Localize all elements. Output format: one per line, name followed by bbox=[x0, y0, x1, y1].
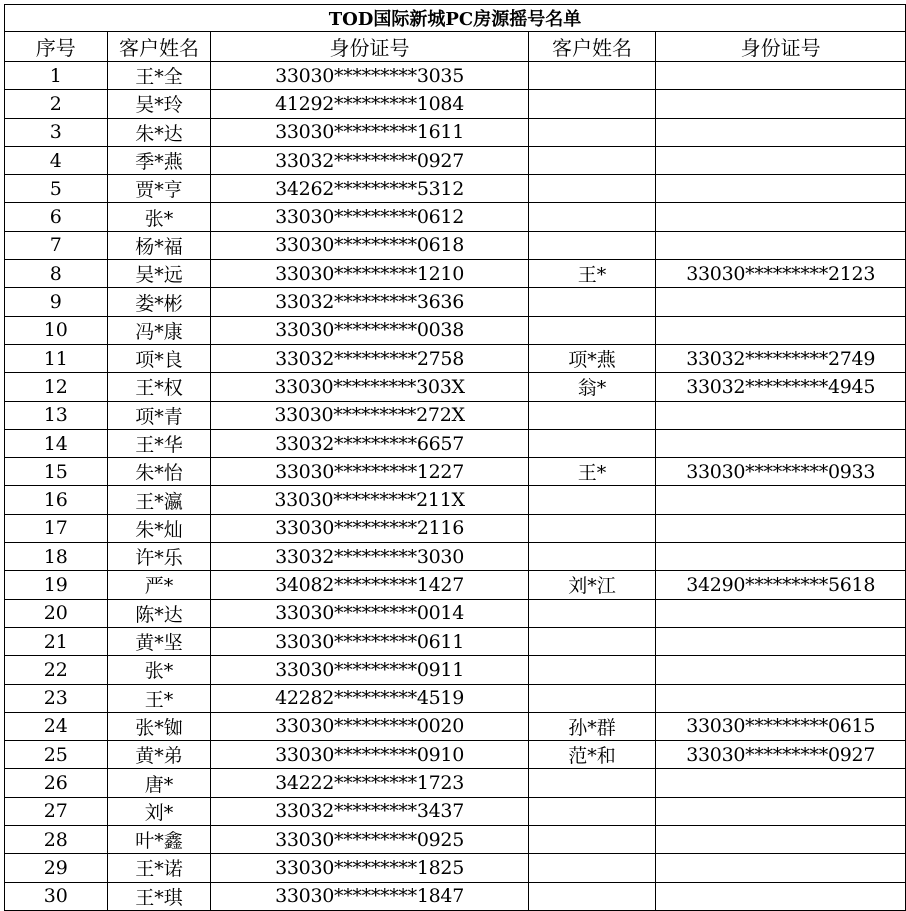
table-body bbox=[5, 62, 906, 911]
customer-name-cell: 贾*亨 bbox=[107, 175, 211, 203]
customer-name-2-cell bbox=[528, 146, 656, 174]
serial-number-cell: 22 bbox=[5, 656, 108, 684]
table-row bbox=[5, 288, 906, 316]
customer-name-2-cell bbox=[528, 627, 656, 655]
id-number-cell: 42282*********4519 bbox=[211, 684, 528, 712]
id-number-2-cell bbox=[656, 882, 906, 910]
customer-name-2-cell bbox=[528, 599, 656, 627]
table-row bbox=[5, 90, 906, 118]
serial-number-cell: 13 bbox=[5, 401, 108, 429]
id-number-2-cell bbox=[656, 429, 906, 457]
customer-name-2-cell bbox=[528, 231, 656, 259]
serial-number-cell: 30 bbox=[5, 882, 108, 910]
id-number-cell: 33032*********3030 bbox=[211, 543, 528, 571]
serial-number-cell: 5 bbox=[5, 175, 108, 203]
customer-name-cell: 朱*灿 bbox=[107, 514, 211, 542]
id-number-cell: 33030*********0014 bbox=[211, 599, 528, 627]
serial-number-cell: 10 bbox=[5, 316, 108, 344]
table-row bbox=[5, 684, 906, 712]
customer-name-2-cell: 王* bbox=[528, 458, 656, 486]
customer-name-2-cell bbox=[528, 203, 656, 231]
table-row bbox=[5, 486, 906, 514]
id-number-cell: 33030*********0612 bbox=[211, 203, 528, 231]
customer-name-2-cell bbox=[528, 543, 656, 571]
customer-name-2-cell bbox=[528, 429, 656, 457]
id-number-2-cell bbox=[656, 90, 906, 118]
customer-name-2-cell bbox=[528, 684, 656, 712]
customer-name-cell: 冯*康 bbox=[107, 316, 211, 344]
serial-number-cell: 6 bbox=[5, 203, 108, 231]
table-row bbox=[5, 599, 906, 627]
customer-name-cell: 王*权 bbox=[107, 373, 211, 401]
serial-number-cell: 27 bbox=[5, 797, 108, 825]
serial-number-cell: 8 bbox=[5, 260, 108, 288]
table-row bbox=[5, 543, 906, 571]
id-number-2-cell bbox=[656, 401, 906, 429]
customer-name-2-cell bbox=[528, 656, 656, 684]
customer-name-2-cell bbox=[528, 769, 656, 797]
customer-name-cell: 王*华 bbox=[107, 429, 211, 457]
table-row bbox=[5, 231, 906, 259]
customer-name-cell: 王*琪 bbox=[107, 882, 211, 910]
id-number-cell: 33032*********3636 bbox=[211, 288, 528, 316]
id-number-2-cell: 33030*********0615 bbox=[656, 712, 906, 740]
customer-name-cell: 王* bbox=[107, 684, 211, 712]
table-row bbox=[5, 854, 906, 882]
id-number-2-cell bbox=[656, 316, 906, 344]
customer-name-cell: 吴*远 bbox=[107, 260, 211, 288]
customer-name-cell: 吴*玲 bbox=[107, 90, 211, 118]
customer-name-2-cell: 项*燕 bbox=[528, 344, 656, 372]
customer-name-cell: 严* bbox=[107, 571, 211, 599]
customer-name-cell: 张*铷 bbox=[107, 712, 211, 740]
id-number-cell: 33030*********2116 bbox=[211, 514, 528, 542]
id-number-cell: 33030*********1825 bbox=[211, 854, 528, 882]
customer-name-cell: 张* bbox=[107, 203, 211, 231]
table-row bbox=[5, 373, 906, 401]
header-customer-name: 客户姓名 bbox=[107, 32, 211, 62]
id-number-cell: 33030*********3035 bbox=[211, 62, 528, 90]
table-row bbox=[5, 429, 906, 457]
id-number-cell: 33030*********0925 bbox=[211, 826, 528, 854]
customer-name-cell: 王*全 bbox=[107, 62, 211, 90]
id-number-cell: 41292*********1084 bbox=[211, 90, 528, 118]
id-number-2-cell bbox=[656, 599, 906, 627]
serial-number-cell: 25 bbox=[5, 741, 108, 769]
customer-name-2-cell bbox=[528, 854, 656, 882]
serial-number-cell: 3 bbox=[5, 118, 108, 146]
table-row bbox=[5, 118, 906, 146]
id-number-2-cell bbox=[656, 203, 906, 231]
serial-number-cell: 15 bbox=[5, 458, 108, 486]
id-number-2-cell bbox=[656, 175, 906, 203]
id-number-cell: 33030*********303X bbox=[211, 373, 528, 401]
serial-number-cell: 1 bbox=[5, 62, 108, 90]
customer-name-cell: 张* bbox=[107, 656, 211, 684]
serial-number-cell: 2 bbox=[5, 90, 108, 118]
customer-name-2-cell bbox=[528, 486, 656, 514]
id-number-cell: 33030*********0611 bbox=[211, 627, 528, 655]
table-row bbox=[5, 769, 906, 797]
customer-name-cell: 黄*弟 bbox=[107, 741, 211, 769]
customer-name-cell: 娄*彬 bbox=[107, 288, 211, 316]
serial-number-cell: 21 bbox=[5, 627, 108, 655]
table-row bbox=[5, 316, 906, 344]
id-number-cell: 33030*********1611 bbox=[211, 118, 528, 146]
serial-number-cell: 16 bbox=[5, 486, 108, 514]
serial-number-cell: 9 bbox=[5, 288, 108, 316]
customer-name-cell: 朱*达 bbox=[107, 118, 211, 146]
serial-number-cell: 11 bbox=[5, 344, 108, 372]
id-number-2-cell bbox=[656, 627, 906, 655]
table-row bbox=[5, 203, 906, 231]
table-row bbox=[5, 627, 906, 655]
customer-name-cell: 唐* bbox=[107, 769, 211, 797]
serial-number-cell: 29 bbox=[5, 854, 108, 882]
serial-number-cell: 23 bbox=[5, 684, 108, 712]
serial-number-cell: 4 bbox=[5, 146, 108, 174]
table-row bbox=[5, 571, 906, 599]
id-number-cell: 33030*********0020 bbox=[211, 712, 528, 740]
id-number-cell: 33030*********0911 bbox=[211, 656, 528, 684]
lottery-list-table bbox=[4, 4, 906, 911]
id-number-cell: 33030*********1847 bbox=[211, 882, 528, 910]
table-row bbox=[5, 260, 906, 288]
serial-number-cell: 18 bbox=[5, 543, 108, 571]
serial-number-cell: 12 bbox=[5, 373, 108, 401]
customer-name-2-cell bbox=[528, 118, 656, 146]
id-number-cell: 34082*********1427 bbox=[211, 571, 528, 599]
customer-name-2-cell: 范*和 bbox=[528, 741, 656, 769]
id-number-2-cell bbox=[656, 656, 906, 684]
id-number-2-cell bbox=[656, 62, 906, 90]
table-row bbox=[5, 401, 906, 429]
customer-name-cell: 叶*鑫 bbox=[107, 826, 211, 854]
serial-number-cell: 19 bbox=[5, 571, 108, 599]
id-number-2-cell bbox=[656, 288, 906, 316]
id-number-2-cell: 34290*********5618 bbox=[656, 571, 906, 599]
customer-name-2-cell bbox=[528, 514, 656, 542]
id-number-2-cell bbox=[656, 118, 906, 146]
table-row bbox=[5, 146, 906, 174]
table-row bbox=[5, 656, 906, 684]
id-number-2-cell bbox=[656, 514, 906, 542]
id-number-cell: 33030*********1227 bbox=[211, 458, 528, 486]
id-number-cell: 33030*********0910 bbox=[211, 741, 528, 769]
id-number-cell: 33030*********0618 bbox=[211, 231, 528, 259]
id-number-2-cell bbox=[656, 231, 906, 259]
header-id-number: 身份证号 bbox=[211, 32, 528, 62]
id-number-2-cell bbox=[656, 146, 906, 174]
customer-name-2-cell bbox=[528, 175, 656, 203]
customer-name-cell: 杨*福 bbox=[107, 231, 211, 259]
customer-name-2-cell bbox=[528, 797, 656, 825]
serial-number-cell: 24 bbox=[5, 712, 108, 740]
customer-name-cell: 黄*坚 bbox=[107, 627, 211, 655]
customer-name-2-cell bbox=[528, 62, 656, 90]
id-number-cell: 33030*********1210 bbox=[211, 260, 528, 288]
id-number-2-cell: 33032*********4945 bbox=[656, 373, 906, 401]
table-row bbox=[5, 62, 906, 90]
table-row bbox=[5, 741, 906, 769]
customer-name-cell: 季*燕 bbox=[107, 146, 211, 174]
customer-name-2-cell bbox=[528, 882, 656, 910]
customer-name-cell: 朱*怡 bbox=[107, 458, 211, 486]
id-number-2-cell: 33030*********0933 bbox=[656, 458, 906, 486]
customer-name-cell: 项*青 bbox=[107, 401, 211, 429]
id-number-cell: 33032*********6657 bbox=[211, 429, 528, 457]
id-number-2-cell bbox=[656, 826, 906, 854]
id-number-2-cell bbox=[656, 854, 906, 882]
id-number-2-cell: 33030*********0927 bbox=[656, 741, 906, 769]
serial-number-cell: 17 bbox=[5, 514, 108, 542]
customer-name-cell: 项*良 bbox=[107, 344, 211, 372]
id-number-2-cell bbox=[656, 543, 906, 571]
id-number-2-cell bbox=[656, 797, 906, 825]
customer-name-2-cell: 翁* bbox=[528, 373, 656, 401]
customer-name-2-cell bbox=[528, 826, 656, 854]
customer-name-cell: 陈*达 bbox=[107, 599, 211, 627]
customer-name-cell: 刘* bbox=[107, 797, 211, 825]
id-number-2-cell: 33032*********2749 bbox=[656, 344, 906, 372]
table-row bbox=[5, 344, 906, 372]
id-number-2-cell: 33030*********2123 bbox=[656, 260, 906, 288]
table-row bbox=[5, 514, 906, 542]
table-row bbox=[5, 826, 906, 854]
table-row bbox=[5, 458, 906, 486]
table-row bbox=[5, 882, 906, 910]
id-number-2-cell bbox=[656, 684, 906, 712]
customer-name-2-cell bbox=[528, 316, 656, 344]
customer-name-2-cell bbox=[528, 90, 656, 118]
serial-number-cell: 14 bbox=[5, 429, 108, 457]
id-number-cell: 33032*********2758 bbox=[211, 344, 528, 372]
id-number-cell: 34262*********5312 bbox=[211, 175, 528, 203]
table-row bbox=[5, 797, 906, 825]
id-number-2-cell bbox=[656, 769, 906, 797]
serial-number-cell: 20 bbox=[5, 599, 108, 627]
serial-number-cell: 7 bbox=[5, 231, 108, 259]
header-id-number-2: 身份证号 bbox=[656, 32, 906, 62]
table-row bbox=[5, 712, 906, 740]
customer-name-2-cell: 孙*群 bbox=[528, 712, 656, 740]
header-customer-name-2: 客户姓名 bbox=[528, 32, 656, 62]
table-row bbox=[5, 175, 906, 203]
customer-name-2-cell: 王* bbox=[528, 260, 656, 288]
table-title: TOD国际新城PC房源摇号名单 bbox=[5, 5, 906, 32]
id-number-cell: 33030*********0038 bbox=[211, 316, 528, 344]
customer-name-2-cell bbox=[528, 401, 656, 429]
serial-number-cell: 26 bbox=[5, 769, 108, 797]
customer-name-cell: 王*瀛 bbox=[107, 486, 211, 514]
id-number-cell: 33032*********3437 bbox=[211, 797, 528, 825]
id-number-cell: 33032*********0927 bbox=[211, 146, 528, 174]
id-number-cell: 34222*********1723 bbox=[211, 769, 528, 797]
customer-name-cell: 王*诺 bbox=[107, 854, 211, 882]
id-number-2-cell bbox=[656, 486, 906, 514]
serial-number-cell: 28 bbox=[5, 826, 108, 854]
id-number-cell: 33030*********211X bbox=[211, 486, 528, 514]
id-number-cell: 33030*********272X bbox=[211, 401, 528, 429]
header-serial-number: 序号 bbox=[5, 32, 108, 62]
customer-name-2-cell bbox=[528, 288, 656, 316]
customer-name-cell: 许*乐 bbox=[107, 543, 211, 571]
customer-name-2-cell: 刘*江 bbox=[528, 571, 656, 599]
